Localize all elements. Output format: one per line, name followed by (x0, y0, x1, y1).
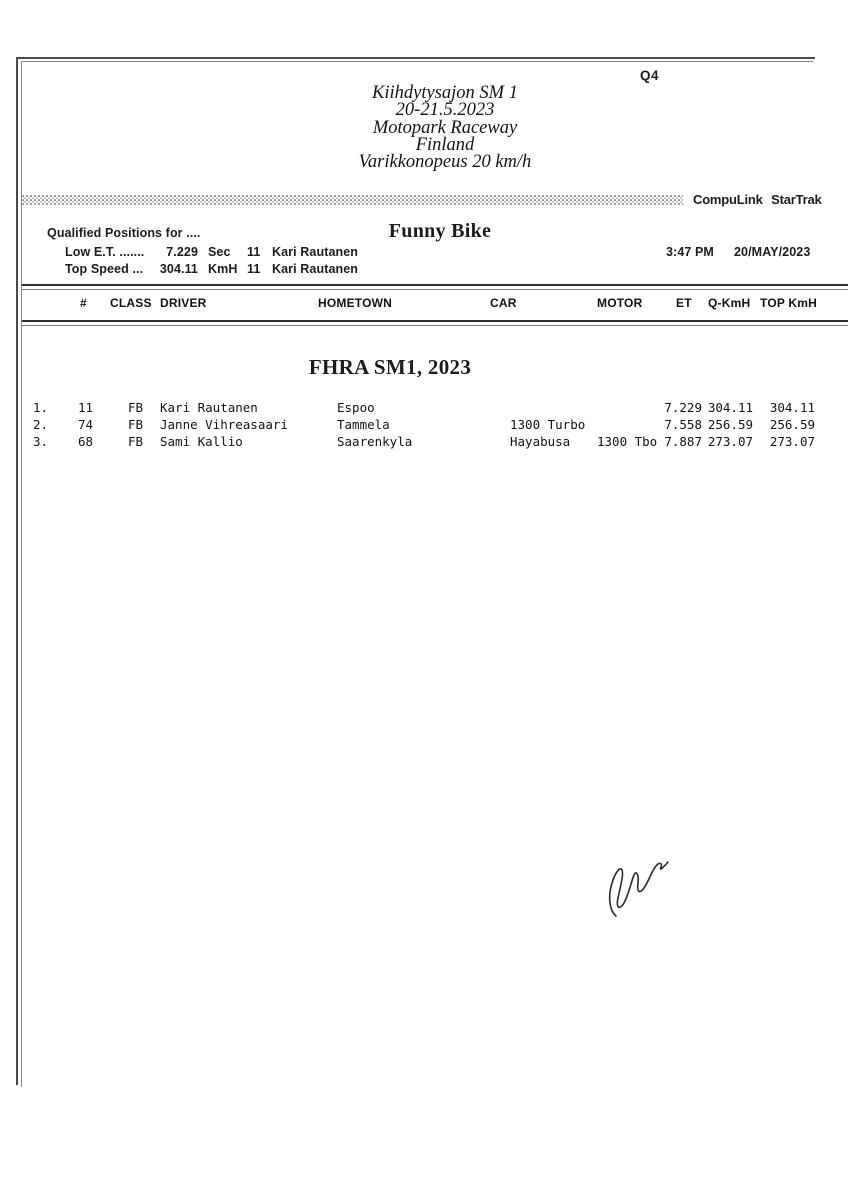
row-driver: Kari Rautanen (160, 400, 258, 415)
header-rule-bottom-inner (22, 325, 848, 326)
col-header-et: ET (676, 296, 692, 310)
row-hometown: Espoo (337, 400, 375, 415)
header-rule-bottom (22, 320, 848, 322)
row-qkmh: 256.59 (707, 417, 753, 432)
col-header-number: # (80, 296, 87, 310)
event-name: Kiihdytysajon SM 1 (372, 83, 518, 103)
col-header-qkmh: Q-KmH (708, 296, 751, 310)
row-topkmh: 304.11 (769, 400, 815, 415)
row-et: 7.558 (664, 417, 702, 432)
col-header-car: CAR (490, 296, 517, 310)
page-border-top-inner (22, 61, 813, 62)
event-pit-speed: Varikkonopeus 20 km/h (358, 152, 532, 173)
row-driver: Sami Kallio (160, 434, 243, 449)
row-car: 1300 Turbo (510, 417, 586, 432)
print-time: 3:47 PM (666, 245, 714, 259)
class-title: Funny Bike (388, 220, 492, 242)
col-header-class: CLASS (110, 296, 152, 310)
qualified-positions-label: Qualified Positions for .... (47, 226, 201, 240)
low-et-label: Low E.T. ....... (65, 245, 145, 259)
row-number: 68 (78, 434, 94, 449)
page-border-left (16, 57, 18, 1085)
top-speed-unit: KmH (208, 262, 238, 276)
row-car: Hayabusa (510, 434, 571, 449)
timing-system-brand: CompuLink StarTrak (693, 192, 822, 207)
col-header-driver: DRIVER (160, 296, 207, 310)
row-motor: 1300 Tbo (597, 434, 658, 449)
section-title: FHRA SM1, 2023 (308, 355, 472, 379)
row-driver: Janne Vihreasaari (160, 417, 288, 432)
row-rank: 2. (33, 417, 49, 432)
row-et: 7.887 (664, 434, 702, 449)
row-topkmh: 273.07 (769, 434, 815, 449)
row-class: FB (128, 400, 144, 415)
row-hometown: Tammela (337, 417, 390, 432)
page-border-left-inner (21, 61, 22, 1087)
low-et-car-number: 11 (247, 245, 261, 259)
row-class: FB (128, 434, 144, 449)
print-date: 20/MAY/2023 (734, 245, 811, 259)
top-speed-driver: Kari Rautanen (272, 262, 359, 276)
header-rule-top (22, 284, 848, 286)
top-speed-value: 304.11 (159, 262, 198, 276)
row-et: 7.229 (664, 400, 702, 415)
event-venue: Motopark Raceway (372, 117, 518, 138)
top-speed-car-number: 11 (247, 262, 261, 276)
row-topkmh: 256.59 (769, 417, 815, 432)
row-number: 74 (78, 417, 94, 432)
row-hometown: Saarenkyla (337, 434, 413, 449)
event-dates: 20-21.5.2023 (395, 100, 495, 121)
row-number: 11 (78, 400, 94, 415)
page-border-top (16, 57, 815, 59)
row-qkmh: 304.11 (707, 400, 753, 415)
row-rank: 1. (33, 400, 49, 415)
low-et-driver: Kari Rautanen (272, 245, 359, 259)
event-masthead (255, 85, 635, 171)
col-header-topkmh: TOP KmH (760, 296, 817, 310)
row-class: FB (128, 417, 144, 432)
header-rule-top-inner (22, 289, 848, 290)
row-rank: 3. (33, 434, 49, 449)
col-header-hometown: HOMETOWN (318, 296, 393, 310)
dotted-separator (22, 195, 683, 205)
col-header-motor: MOTOR (597, 296, 643, 310)
event-country: Finland (415, 134, 475, 155)
round-label: Q4 (640, 68, 660, 83)
row-qkmh: 273.07 (707, 434, 753, 449)
low-et-unit: Sec (208, 245, 231, 259)
low-et-value: 7.229 (166, 245, 198, 259)
handwritten-signature-mark (598, 838, 678, 928)
top-speed-label: Top Speed ... (65, 262, 144, 276)
